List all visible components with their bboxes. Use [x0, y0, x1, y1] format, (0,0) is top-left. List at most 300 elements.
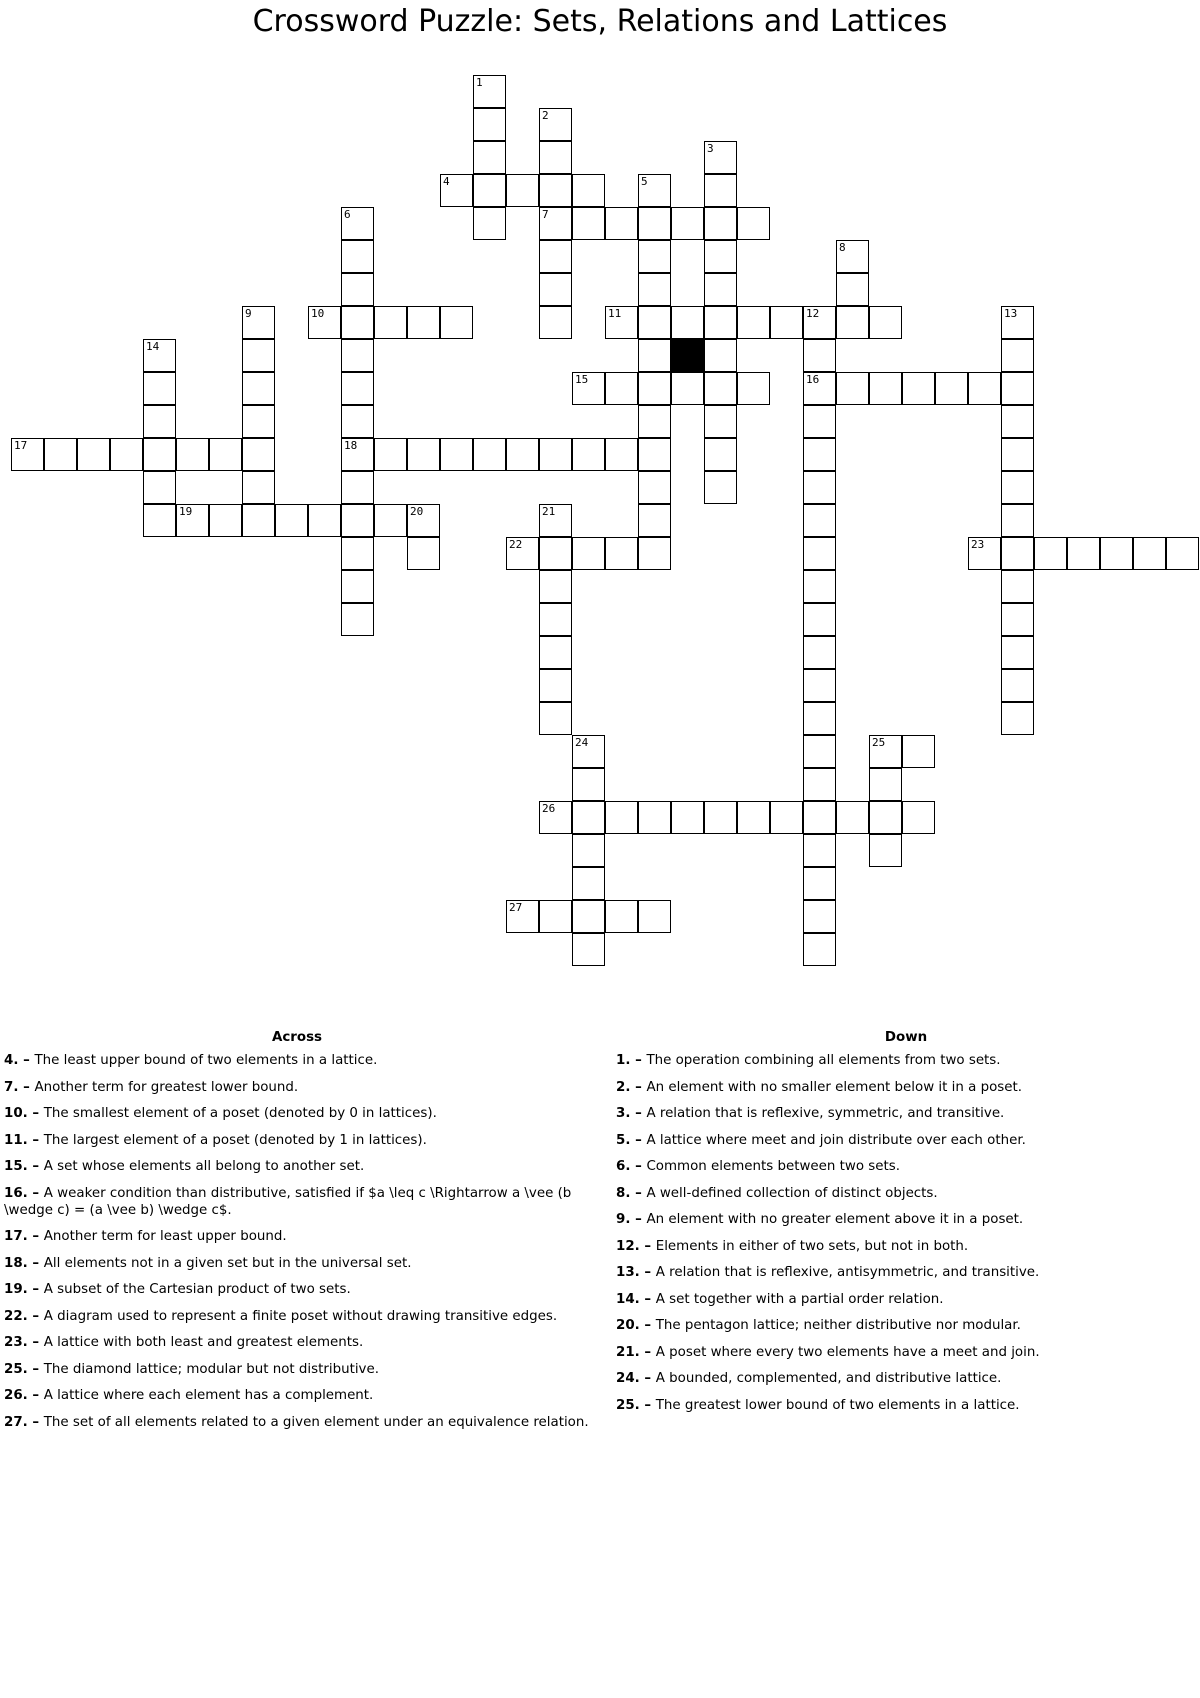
- down-clue-21[interactable]: [616, 1344, 1196, 1361]
- clue-number: 13. –: [616, 1265, 656, 1280]
- grid-cell[interactable]: [704, 339, 737, 372]
- grid-cell[interactable]: [1001, 669, 1034, 702]
- grid-cell[interactable]: [836, 372, 869, 405]
- grid-cell[interactable]: [341, 438, 374, 471]
- across-clue-17[interactable]: [4, 1228, 590, 1245]
- grid-cell[interactable]: [605, 801, 638, 834]
- grid-cell[interactable]: [341, 372, 374, 405]
- across-clue-27[interactable]: [4, 1414, 590, 1431]
- grid-cell[interactable]: [1001, 372, 1034, 405]
- down-clue-13[interactable]: [616, 1264, 1196, 1281]
- grid-cell[interactable]: [902, 735, 935, 768]
- grid-cell[interactable]: [308, 306, 341, 339]
- grid-cell[interactable]: [176, 504, 209, 537]
- grid-cell[interactable]: [902, 801, 935, 834]
- grid-cell[interactable]: [572, 900, 605, 933]
- grid-cell[interactable]: [572, 174, 605, 207]
- grid-cell[interactable]: [341, 240, 374, 273]
- grid-cell[interactable]: [638, 801, 671, 834]
- clue-number: 10. –: [4, 1106, 44, 1121]
- grid-cell[interactable]: [539, 669, 572, 702]
- grid-cell[interactable]: [1001, 306, 1034, 339]
- clue-number: 7. –: [4, 1079, 35, 1095]
- clue-number: 19. –: [4, 1282, 44, 1297]
- grid-cell[interactable]: [143, 438, 176, 471]
- clue-text: A lattice where each element has a complement.: [43, 1388, 374, 1403]
- grid-cell[interactable]: [638, 537, 671, 570]
- grid-cell[interactable]: [1100, 537, 1133, 570]
- grid-cell[interactable]: [374, 504, 407, 537]
- grid-cell[interactable]: [1166, 537, 1199, 570]
- grid-cell[interactable]: [869, 834, 902, 867]
- grid-cell[interactable]: [539, 603, 572, 636]
- grid-cell[interactable]: [374, 438, 407, 471]
- clue-number: 25. –: [4, 1361, 44, 1377]
- grid-cell[interactable]: [803, 438, 836, 471]
- grid-cell[interactable]: [704, 141, 737, 174]
- grid-cell[interactable]: [1001, 339, 1034, 372]
- grid-cell[interactable]: [572, 372, 605, 405]
- grid-cell[interactable]: [638, 438, 671, 471]
- clue-text: The smallest element of a poset (denoted by 0 in lattices).: [43, 1106, 437, 1121]
- grid-cell[interactable]: [638, 504, 671, 537]
- clue-number-label: 16: [806, 373, 820, 386]
- grid-cell[interactable]: [1001, 405, 1034, 438]
- down-clue-3[interactable]: [616, 1105, 1196, 1122]
- grid-cell[interactable]: [704, 306, 737, 339]
- grid-cell[interactable]: [1001, 537, 1034, 570]
- clue-text: A diagram used to represent a finite poset without drawing transitive edges.: [43, 1308, 558, 1324]
- grid-cell[interactable]: [803, 339, 836, 372]
- clue-number: 18. –: [4, 1255, 44, 1271]
- grid-cell[interactable]: [836, 801, 869, 834]
- grid-cell[interactable]: [242, 438, 275, 471]
- grid-cell[interactable]: [473, 141, 506, 174]
- grid-cell[interactable]: [671, 207, 704, 240]
- grid-cell[interactable]: [572, 537, 605, 570]
- clue-text: All elements not in a given set but in the universal set.: [43, 1255, 412, 1271]
- grid-cell[interactable]: [473, 207, 506, 240]
- grid-cell[interactable]: [638, 900, 671, 933]
- clue-number-label: 21: [542, 505, 556, 518]
- grid-cell[interactable]: [539, 207, 572, 240]
- grid-cell[interactable]: [143, 504, 176, 537]
- grid-cell[interactable]: [1001, 471, 1034, 504]
- grid-cell[interactable]: [803, 933, 836, 966]
- clue-number: 14. –: [616, 1291, 656, 1307]
- clue-text: A relation that is reflexive, symmetric, and transitive.: [646, 1106, 1005, 1121]
- grid-cell[interactable]: [638, 405, 671, 438]
- grid-cell[interactable]: [572, 735, 605, 768]
- page-title: Crossword Puzzle: Sets, Relations and Lattices: [252, 4, 948, 39]
- clue-text: An element with no smaller element below it in a poset.: [646, 1079, 1022, 1095]
- clue-number: 27. –: [4, 1414, 44, 1430]
- clue-number: 20. –: [616, 1318, 656, 1333]
- grid-cell[interactable]: [341, 471, 374, 504]
- grid-cell[interactable]: [341, 570, 374, 603]
- across-clue-26[interactable]: [4, 1387, 590, 1404]
- grid-cell[interactable]: [539, 306, 572, 339]
- clue-text: A set together with a partial order relation.: [655, 1291, 944, 1307]
- grid-cell[interactable]: [671, 801, 704, 834]
- grid-cell[interactable]: [572, 933, 605, 966]
- clue-number: 23. –: [4, 1335, 44, 1350]
- down-clue-8[interactable]: [616, 1185, 1196, 1202]
- grid-cell[interactable]: [539, 702, 572, 735]
- grid-cell[interactable]: [506, 900, 539, 933]
- grid-cell[interactable]: [473, 438, 506, 471]
- clue-number: 5. –: [616, 1132, 647, 1148]
- grid-cell[interactable]: [770, 801, 803, 834]
- grid-cell[interactable]: [539, 537, 572, 570]
- grid-cell[interactable]: [539, 141, 572, 174]
- grid-cell[interactable]: [506, 174, 539, 207]
- grid-cell[interactable]: [572, 207, 605, 240]
- grid-cell[interactable]: [209, 504, 242, 537]
- clue-number-label: 27: [509, 901, 523, 914]
- grid-cell[interactable]: [638, 174, 671, 207]
- grid-cell[interactable]: [1067, 537, 1100, 570]
- grid-cell[interactable]: [935, 372, 968, 405]
- grid-cell[interactable]: [1001, 702, 1034, 735]
- across-heading: Across: [271, 1030, 323, 1045]
- grid-cell[interactable]: [803, 471, 836, 504]
- clue-number: 15. –: [4, 1159, 44, 1174]
- grid-cell[interactable]: [77, 438, 110, 471]
- across-clue-10[interactable]: [4, 1105, 590, 1122]
- clue-number-label: 11: [608, 307, 622, 320]
- clue-number: 25. –: [616, 1397, 656, 1413]
- grid-cell[interactable]: [572, 801, 605, 834]
- clue-number-label: 12: [806, 307, 820, 320]
- grid-cell[interactable]: [539, 504, 572, 537]
- across-clue-7[interactable]: [4, 1079, 590, 1096]
- grid-cell[interactable]: [803, 372, 836, 405]
- clue-text: Common elements between two sets.: [646, 1159, 900, 1174]
- grid-cell[interactable]: [803, 735, 836, 768]
- clue-number-label: 19: [179, 505, 193, 518]
- grid-cell[interactable]: [539, 636, 572, 669]
- grid-cell[interactable]: [242, 372, 275, 405]
- grid-cell[interactable]: [869, 768, 902, 801]
- grid-cell[interactable]: [506, 438, 539, 471]
- clue-number: 22. –: [4, 1308, 44, 1324]
- clue-text: The greatest lower bound of two elements in a lattice.: [655, 1397, 1020, 1413]
- grid-cell[interactable]: [440, 438, 473, 471]
- grid-cell[interactable]: [143, 372, 176, 405]
- down-clue-5[interactable]: [616, 1132, 1196, 1149]
- grid-cell[interactable]: [704, 372, 737, 405]
- down-clues: [616, 1028, 1196, 1423]
- grid-cell[interactable]: [638, 306, 671, 339]
- down-clue-14[interactable]: [616, 1291, 1196, 1308]
- down-clue-24[interactable]: [616, 1370, 1196, 1387]
- grid-cell[interactable]: [440, 306, 473, 339]
- clue-number-label: 5: [641, 175, 648, 188]
- clue-text: Elements in either of two sets, but not in both.: [655, 1238, 969, 1254]
- grid-cell[interactable]: [671, 372, 704, 405]
- clue-number-label: 7: [542, 208, 549, 221]
- clue-text: An element with no greater element above it in a poset.: [646, 1212, 1024, 1227]
- grid-cell[interactable]: [737, 207, 770, 240]
- grid-cell[interactable]: [704, 207, 737, 240]
- grid-cell[interactable]: [242, 339, 275, 372]
- grid-cell[interactable]: [1133, 537, 1166, 570]
- clue-number-label: 23: [971, 538, 985, 551]
- across-clue-19[interactable]: [4, 1281, 590, 1298]
- clue-text: The largest element of a poset (denoted by 1 in lattices).: [43, 1132, 427, 1148]
- grid-cell[interactable]: [572, 867, 605, 900]
- grid-cell[interactable]: [869, 306, 902, 339]
- clue-number-label: 8: [839, 241, 846, 254]
- grid-cell[interactable]: [671, 306, 704, 339]
- clue-text: The operation combining all elements from two sets.: [646, 1053, 1001, 1068]
- across-clue-4[interactable]: [4, 1052, 590, 1069]
- clue-text: Another term for least upper bound.: [43, 1229, 287, 1244]
- grid-cell[interactable]: [803, 504, 836, 537]
- grid-cell[interactable]: [1001, 603, 1034, 636]
- clue-text: A weaker condition than distributive, satisfied if $a \leq c \Rightarrow a \vee (b \wedge c) = (a \vee b) \wedge c$.: [4, 1185, 572, 1218]
- grid-cell[interactable]: [638, 207, 671, 240]
- grid-cell[interactable]: [605, 207, 638, 240]
- down-clue-9[interactable]: [616, 1211, 1196, 1228]
- grid-cell[interactable]: [539, 174, 572, 207]
- clue-number-label: 9: [245, 307, 252, 320]
- clue-number: 4. –: [4, 1053, 35, 1068]
- grid-cell[interactable]: [704, 438, 737, 471]
- clue-number: 17. –: [4, 1229, 44, 1244]
- grid-cell[interactable]: [1001, 636, 1034, 669]
- clue-text: A set whose elements all belong to another set.: [43, 1159, 365, 1174]
- grid-cell[interactable]: [407, 504, 440, 537]
- grid-cell[interactable]: [605, 537, 638, 570]
- grid-cell[interactable]: [803, 669, 836, 702]
- grid-cell[interactable]: [638, 240, 671, 273]
- grid-cell[interactable]: [1001, 438, 1034, 471]
- clue-text: The least upper bound of two elements in a lattice.: [34, 1053, 378, 1068]
- grid-cell[interactable]: [803, 537, 836, 570]
- grid-cell[interactable]: [341, 537, 374, 570]
- clue-number-label: 24: [575, 736, 589, 749]
- clue-text: The diamond lattice; modular but not distributive.: [43, 1361, 379, 1377]
- grid-cell[interactable]: [341, 603, 374, 636]
- grid-cell[interactable]: [869, 372, 902, 405]
- grid-cell[interactable]: [638, 273, 671, 306]
- grid-cell[interactable]: [407, 537, 440, 570]
- clue-text: A relation that is reflexive, antisymmetric, and transitive.: [655, 1265, 1040, 1280]
- grid-cell[interactable]: [407, 438, 440, 471]
- clue-number: 11. –: [4, 1132, 44, 1148]
- grid-cell[interactable]: [803, 603, 836, 636]
- grid-cell[interactable]: [209, 438, 242, 471]
- across-clue-18[interactable]: [4, 1255, 590, 1272]
- grid-cell[interactable]: [704, 240, 737, 273]
- clue-number-label: 14: [146, 340, 160, 353]
- grid-cell[interactable]: [242, 306, 275, 339]
- clue-number-label: 13: [1004, 307, 1018, 320]
- grid-cell[interactable]: [242, 504, 275, 537]
- clue-number: 1. –: [616, 1053, 647, 1068]
- across-clue-16[interactable]: [4, 1185, 590, 1219]
- grid-cell[interactable]: [1001, 504, 1034, 537]
- grid-cell[interactable]: [440, 174, 473, 207]
- clue-number: 8. –: [616, 1185, 647, 1201]
- clue-number: 9. –: [616, 1212, 647, 1227]
- grid-cell[interactable]: [539, 801, 572, 834]
- across-clue-22[interactable]: [4, 1308, 590, 1325]
- grid-cell[interactable]: [803, 768, 836, 801]
- clue-number-label: 3: [707, 142, 714, 155]
- clue-text: Another term for greatest lower bound.: [34, 1079, 299, 1095]
- grid-cell[interactable]: [737, 306, 770, 339]
- grid-cell[interactable]: [968, 372, 1001, 405]
- grid-cell[interactable]: [803, 834, 836, 867]
- down-clue-2[interactable]: [616, 1079, 1196, 1096]
- grid-cell[interactable]: [704, 273, 737, 306]
- grid-cell[interactable]: [44, 438, 77, 471]
- clue-number: 6. –: [616, 1159, 647, 1174]
- grid-cell[interactable]: [704, 174, 737, 207]
- grid-cell[interactable]: [605, 438, 638, 471]
- across-clues: [4, 1028, 590, 1440]
- grid-cell[interactable]: [341, 306, 374, 339]
- grid-cell[interactable]: [539, 570, 572, 603]
- grid-cell[interactable]: [803, 405, 836, 438]
- grid-cell[interactable]: [803, 801, 836, 834]
- grid-cell[interactable]: [869, 801, 902, 834]
- grid-cell[interactable]: [605, 306, 638, 339]
- grid-cell[interactable]: [539, 438, 572, 471]
- down-heading: Down: [884, 1030, 928, 1045]
- grid-cell[interactable]: [143, 405, 176, 438]
- clue-number-label: 26: [542, 802, 556, 815]
- grid-cell[interactable]: [803, 570, 836, 603]
- clue-number: 24. –: [616, 1371, 656, 1386]
- grid-cell[interactable]: [506, 537, 539, 570]
- grid-cell[interactable]: [869, 735, 902, 768]
- clue-number: 26. –: [4, 1388, 44, 1403]
- clue-number-label: 2: [542, 109, 549, 122]
- grid-cell[interactable]: [803, 636, 836, 669]
- grid-cell[interactable]: [143, 471, 176, 504]
- grid-cell[interactable]: [803, 867, 836, 900]
- grid-cell[interactable]: [968, 537, 1001, 570]
- clue-text: The pentagon lattice; neither distributive nor modular.: [655, 1318, 1021, 1333]
- grid-cell[interactable]: [473, 75, 506, 108]
- grid-cell[interactable]: [704, 471, 737, 504]
- across-clue-23[interactable]: [4, 1334, 590, 1351]
- grid-cell[interactable]: [572, 834, 605, 867]
- grid-cell[interactable]: [1001, 570, 1034, 603]
- grid-cell[interactable]: [902, 372, 935, 405]
- across-clue-25[interactable]: [4, 1361, 590, 1378]
- grid-cell[interactable]: [110, 438, 143, 471]
- grid-cell[interactable]: [473, 174, 506, 207]
- grid-cell[interactable]: [572, 438, 605, 471]
- clue-number-label: 4: [443, 175, 450, 188]
- down-clue-20[interactable]: [616, 1317, 1196, 1334]
- grid-cell[interactable]: [539, 900, 572, 933]
- clue-number: 21. –: [616, 1344, 656, 1360]
- grid-cell[interactable]: [275, 504, 308, 537]
- grid-cell[interactable]: [803, 900, 836, 933]
- grid-cell[interactable]: [836, 273, 869, 306]
- grid-cell[interactable]: [605, 900, 638, 933]
- grid-cell[interactable]: [374, 306, 407, 339]
- down-clue-12[interactable]: [616, 1238, 1196, 1255]
- grid-cell[interactable]: [341, 273, 374, 306]
- clue-number: 3. –: [616, 1106, 647, 1121]
- grid-cell[interactable]: [539, 108, 572, 141]
- grid-cell[interactable]: [704, 405, 737, 438]
- grid-cell[interactable]: [605, 372, 638, 405]
- across-clue-11[interactable]: [4, 1132, 590, 1149]
- clue-number: 2. –: [616, 1079, 647, 1095]
- grid-cell[interactable]: [737, 372, 770, 405]
- clue-number: 12. –: [616, 1238, 656, 1254]
- clue-text: The set of all elements related to a given element under an equivalence relation.: [43, 1414, 589, 1430]
- grid-cell[interactable]: [341, 504, 374, 537]
- grid-cell[interactable]: [11, 438, 44, 471]
- down-clue-1[interactable]: [616, 1052, 1196, 1069]
- black-cell: [671, 339, 704, 372]
- clue-number-label: 17: [14, 439, 28, 452]
- grid-cell[interactable]: [539, 273, 572, 306]
- grid-cell[interactable]: [737, 801, 770, 834]
- clue-number-label: 15: [575, 373, 589, 386]
- clue-text: A poset where every two elements have a meet and join.: [655, 1344, 1040, 1360]
- grid-cell[interactable]: [836, 306, 869, 339]
- grid-cell[interactable]: [242, 405, 275, 438]
- grid-cell[interactable]: [308, 504, 341, 537]
- down-clue-25[interactable]: [616, 1397, 1196, 1414]
- clue-number-label: 22: [509, 538, 523, 551]
- grid-cell[interactable]: [638, 372, 671, 405]
- across-clue-15[interactable]: [4, 1158, 590, 1175]
- grid-cell[interactable]: [704, 801, 737, 834]
- clue-number-label: 10: [311, 307, 325, 320]
- grid-cell[interactable]: [638, 471, 671, 504]
- grid-cell[interactable]: [242, 471, 275, 504]
- grid-cell[interactable]: [572, 768, 605, 801]
- grid-cell[interactable]: [341, 207, 374, 240]
- down-clue-6[interactable]: [616, 1158, 1196, 1175]
- grid-cell[interactable]: [143, 339, 176, 372]
- grid-cell[interactable]: [836, 240, 869, 273]
- clue-number: 16. –: [4, 1185, 44, 1201]
- grid-cell[interactable]: [803, 306, 836, 339]
- clue-number-label: 18: [344, 439, 358, 452]
- clue-text: A bounded, complemented, and distributive lattice.: [655, 1371, 1002, 1386]
- grid-cell[interactable]: [803, 702, 836, 735]
- grid-cell[interactable]: [473, 108, 506, 141]
- clue-text: A lattice with both least and greatest elements.: [43, 1335, 364, 1350]
- clue-text: A well-defined collection of distinct objects.: [646, 1185, 938, 1201]
- grid-cell[interactable]: [770, 306, 803, 339]
- clue-number-label: 6: [344, 208, 351, 221]
- grid-cell[interactable]: [1034, 537, 1067, 570]
- grid-cell[interactable]: [176, 438, 209, 471]
- grid-cell[interactable]: [407, 306, 440, 339]
- clue-number-label: 20: [410, 505, 424, 518]
- clue-text: A lattice where meet and join distribute over each other.: [646, 1132, 1026, 1148]
- grid-cell[interactable]: [341, 339, 374, 372]
- clue-number-label: 25: [872, 736, 886, 749]
- grid-cell[interactable]: [638, 339, 671, 372]
- clue-number-label: 1: [476, 76, 483, 89]
- grid-cell[interactable]: [341, 405, 374, 438]
- grid-cell[interactable]: [539, 240, 572, 273]
